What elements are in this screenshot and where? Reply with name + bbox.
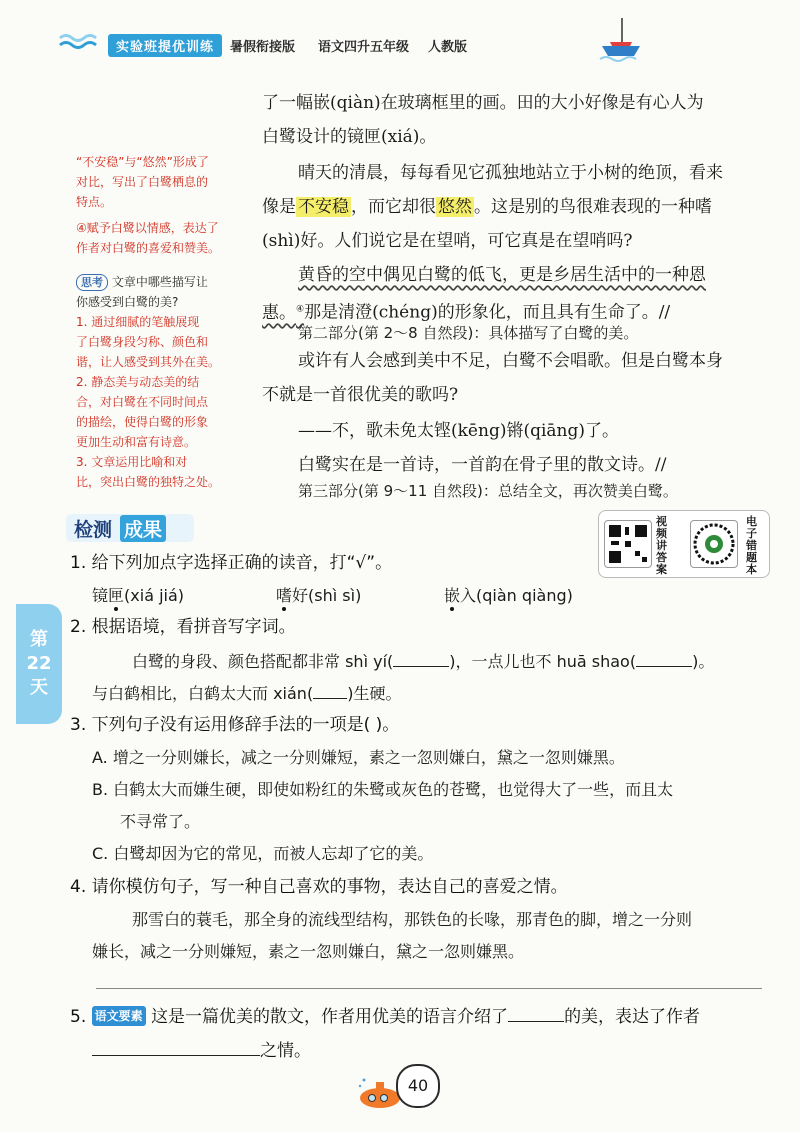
- highlight-bu-an-wen: 不安稳: [298, 197, 349, 217]
- q1-word-3: 嵌入(qiàn qiàng): [444, 586, 573, 605]
- question-4: 4. 请你模仿句子，写一种自己喜欢的事物，表达自己的喜爱之情。: [70, 877, 568, 897]
- passage-line-2: 白鹭设计的镜匣(xiá)。: [262, 127, 437, 147]
- structure-note-part2: 第二部分(第 2～8 自然段)：具体描写了白鹭的美。: [298, 324, 639, 342]
- passage-line-5: (shì)好。人们说它是在望哨，可它真是在望哨吗?: [262, 231, 633, 251]
- subject-label: 语文四升五年级: [318, 40, 410, 55]
- think-tag: 思考: [76, 274, 108, 291]
- passage-line-12: 白鹭实在是一首诗，一首韵在骨子里的散文诗。//: [298, 455, 667, 475]
- q4-example-line-2: 嫌长，减之一分则嫌短，素之一忽则嫌白，黛之一忽则嫌黑。: [92, 942, 525, 961]
- passage-line-4: 像是 不安稳 ，而它却很 悠然 。这是别的鸟很难表现的一种嗜: [262, 197, 712, 217]
- qr-label-error-book: 电子错题本: [746, 515, 757, 576]
- question-1: 1. 给下列加点字选择正确的读音，打“√”。: [70, 553, 393, 573]
- q5-blank-emotion[interactable]: [92, 1055, 260, 1056]
- q4-example-line-1: 那雪白的蓑毛，那全身的流线型结构，那铁色的长喙，那青色的脚，增之一分则: [132, 910, 693, 929]
- margin-note-contrast: “不安稳”与“悠然”形成了 对比，写出了白鹭栖息的 特点。: [76, 155, 209, 209]
- q3-option-a[interactable]: A. 增之一分则嫌长，减之一分则嫌短，素之一忽则嫌白，黛之一忽则嫌黑。: [92, 748, 625, 767]
- q2-line-1: 白鹭的身段、颜色搭配都非常 shì yí( )，一点儿也不 huā shao( )。: [132, 652, 715, 671]
- q3-option-b-cont: 不寻常了。: [120, 812, 201, 831]
- q3-option-c[interactable]: C. 白鹭却因为它的常见，而被人忘却了它的美。: [92, 844, 434, 863]
- day-tab-label: 第22天: [26, 629, 52, 698]
- q2-blank-shiyi[interactable]: [393, 666, 449, 667]
- q1-word-2: 嗜好(shì sì): [276, 586, 362, 605]
- q1-word-1: 镜匣(xiá jiá): [92, 586, 185, 605]
- wave-logo-icon: [58, 32, 102, 52]
- edition-label: 暑假衔接版: [230, 40, 296, 55]
- passage-line-1: 了一幅嵌(qiàn)在玻璃框里的画。田的大小好像是有心人为: [262, 93, 704, 113]
- passage-line-3: 晴天的清晨，每每看见它孤独地站立于小树的绝顶，看来: [298, 163, 723, 183]
- highlight-you-ran: 悠然: [438, 197, 472, 217]
- ship-icon: [598, 16, 644, 62]
- page-number: 40: [396, 1064, 440, 1108]
- margin-note-emotion: ④赋予白鹭以情感，表达了 作者对白鹭的喜爱和赞美。: [76, 221, 221, 255]
- yuwen-yaosu-tag: 语文要素: [92, 1006, 146, 1026]
- q2-blank-huashao[interactable]: [636, 666, 692, 667]
- passage-line-11: ——不，歌未免太铿(kēng)锵(qiāng)了。: [298, 421, 620, 441]
- structure-note-part3: 第三部分(第 9～11 自然段)：总结全文，再次赞美白鹭。: [298, 482, 678, 500]
- passage-line-10: 不就是一首很优美的歌吗?: [262, 385, 459, 405]
- section-title-b: 成果: [120, 515, 166, 542]
- section-title-a: 检测: [74, 519, 113, 541]
- passage-line-9: 或许有人会感到美中不足，白鹭不会唱歌。但是白鹭本身: [298, 351, 723, 371]
- qr-code-error-book-icon[interactable]: [690, 520, 738, 568]
- series-title-badge: 实验班提优训练: [108, 34, 222, 57]
- passage-line-6: 黄昏的空中偶见白鹭的低飞，更是乡居生活中的一种恩: [298, 265, 706, 285]
- q3-option-b[interactable]: B. 白鹤太大而嫌生硬，即使如粉红的朱鹭或灰色的苍鹭，也觉得大了一些，而且太: [92, 780, 674, 799]
- q5-blank-subject[interactable]: [508, 1021, 564, 1022]
- publisher-label: 人教版: [428, 40, 468, 55]
- question-2: 2. 根据语境，看拼音写字词。: [70, 617, 296, 637]
- qr-label-video: 视频讲答案: [656, 515, 667, 576]
- qr-code-video-icon[interactable]: [604, 520, 652, 568]
- question-5-cont: 之情。: [92, 1036, 311, 1066]
- passage-line-7: 惠。④那是清澄(chéng)的形象化，而且具有生命了。//: [262, 302, 671, 323]
- question-5: 5. 语文要素 这是一篇优美的散文，作者用优美的语言介绍了 的美，表达了作者: [70, 1007, 701, 1027]
- question-3: 3. 下列句子没有运用修辞手法的一项是( )。: [70, 715, 400, 735]
- margin-think-block: 思考 文章中哪些描写让 你感受到白鹭的美? 1. 通过细腻的笔触展现 了白鹭身段匀称、颜色和 谐，让人感受到其外在美。 2. 静态美与动态美的结 合，对白鹭在不同时间点 的描绘，使得白鹭的形象 更加生动和富有诗意。 3. 文章运用比喻和对 比，突出白鹭的独特之处。: [76, 275, 221, 489]
- q2-line-2: 与白鹤相比，白鹤太大而 xián( )生硬。: [92, 684, 402, 703]
- q2-blank-xian[interactable]: [313, 698, 347, 699]
- q4-answer-line[interactable]: [96, 988, 762, 989]
